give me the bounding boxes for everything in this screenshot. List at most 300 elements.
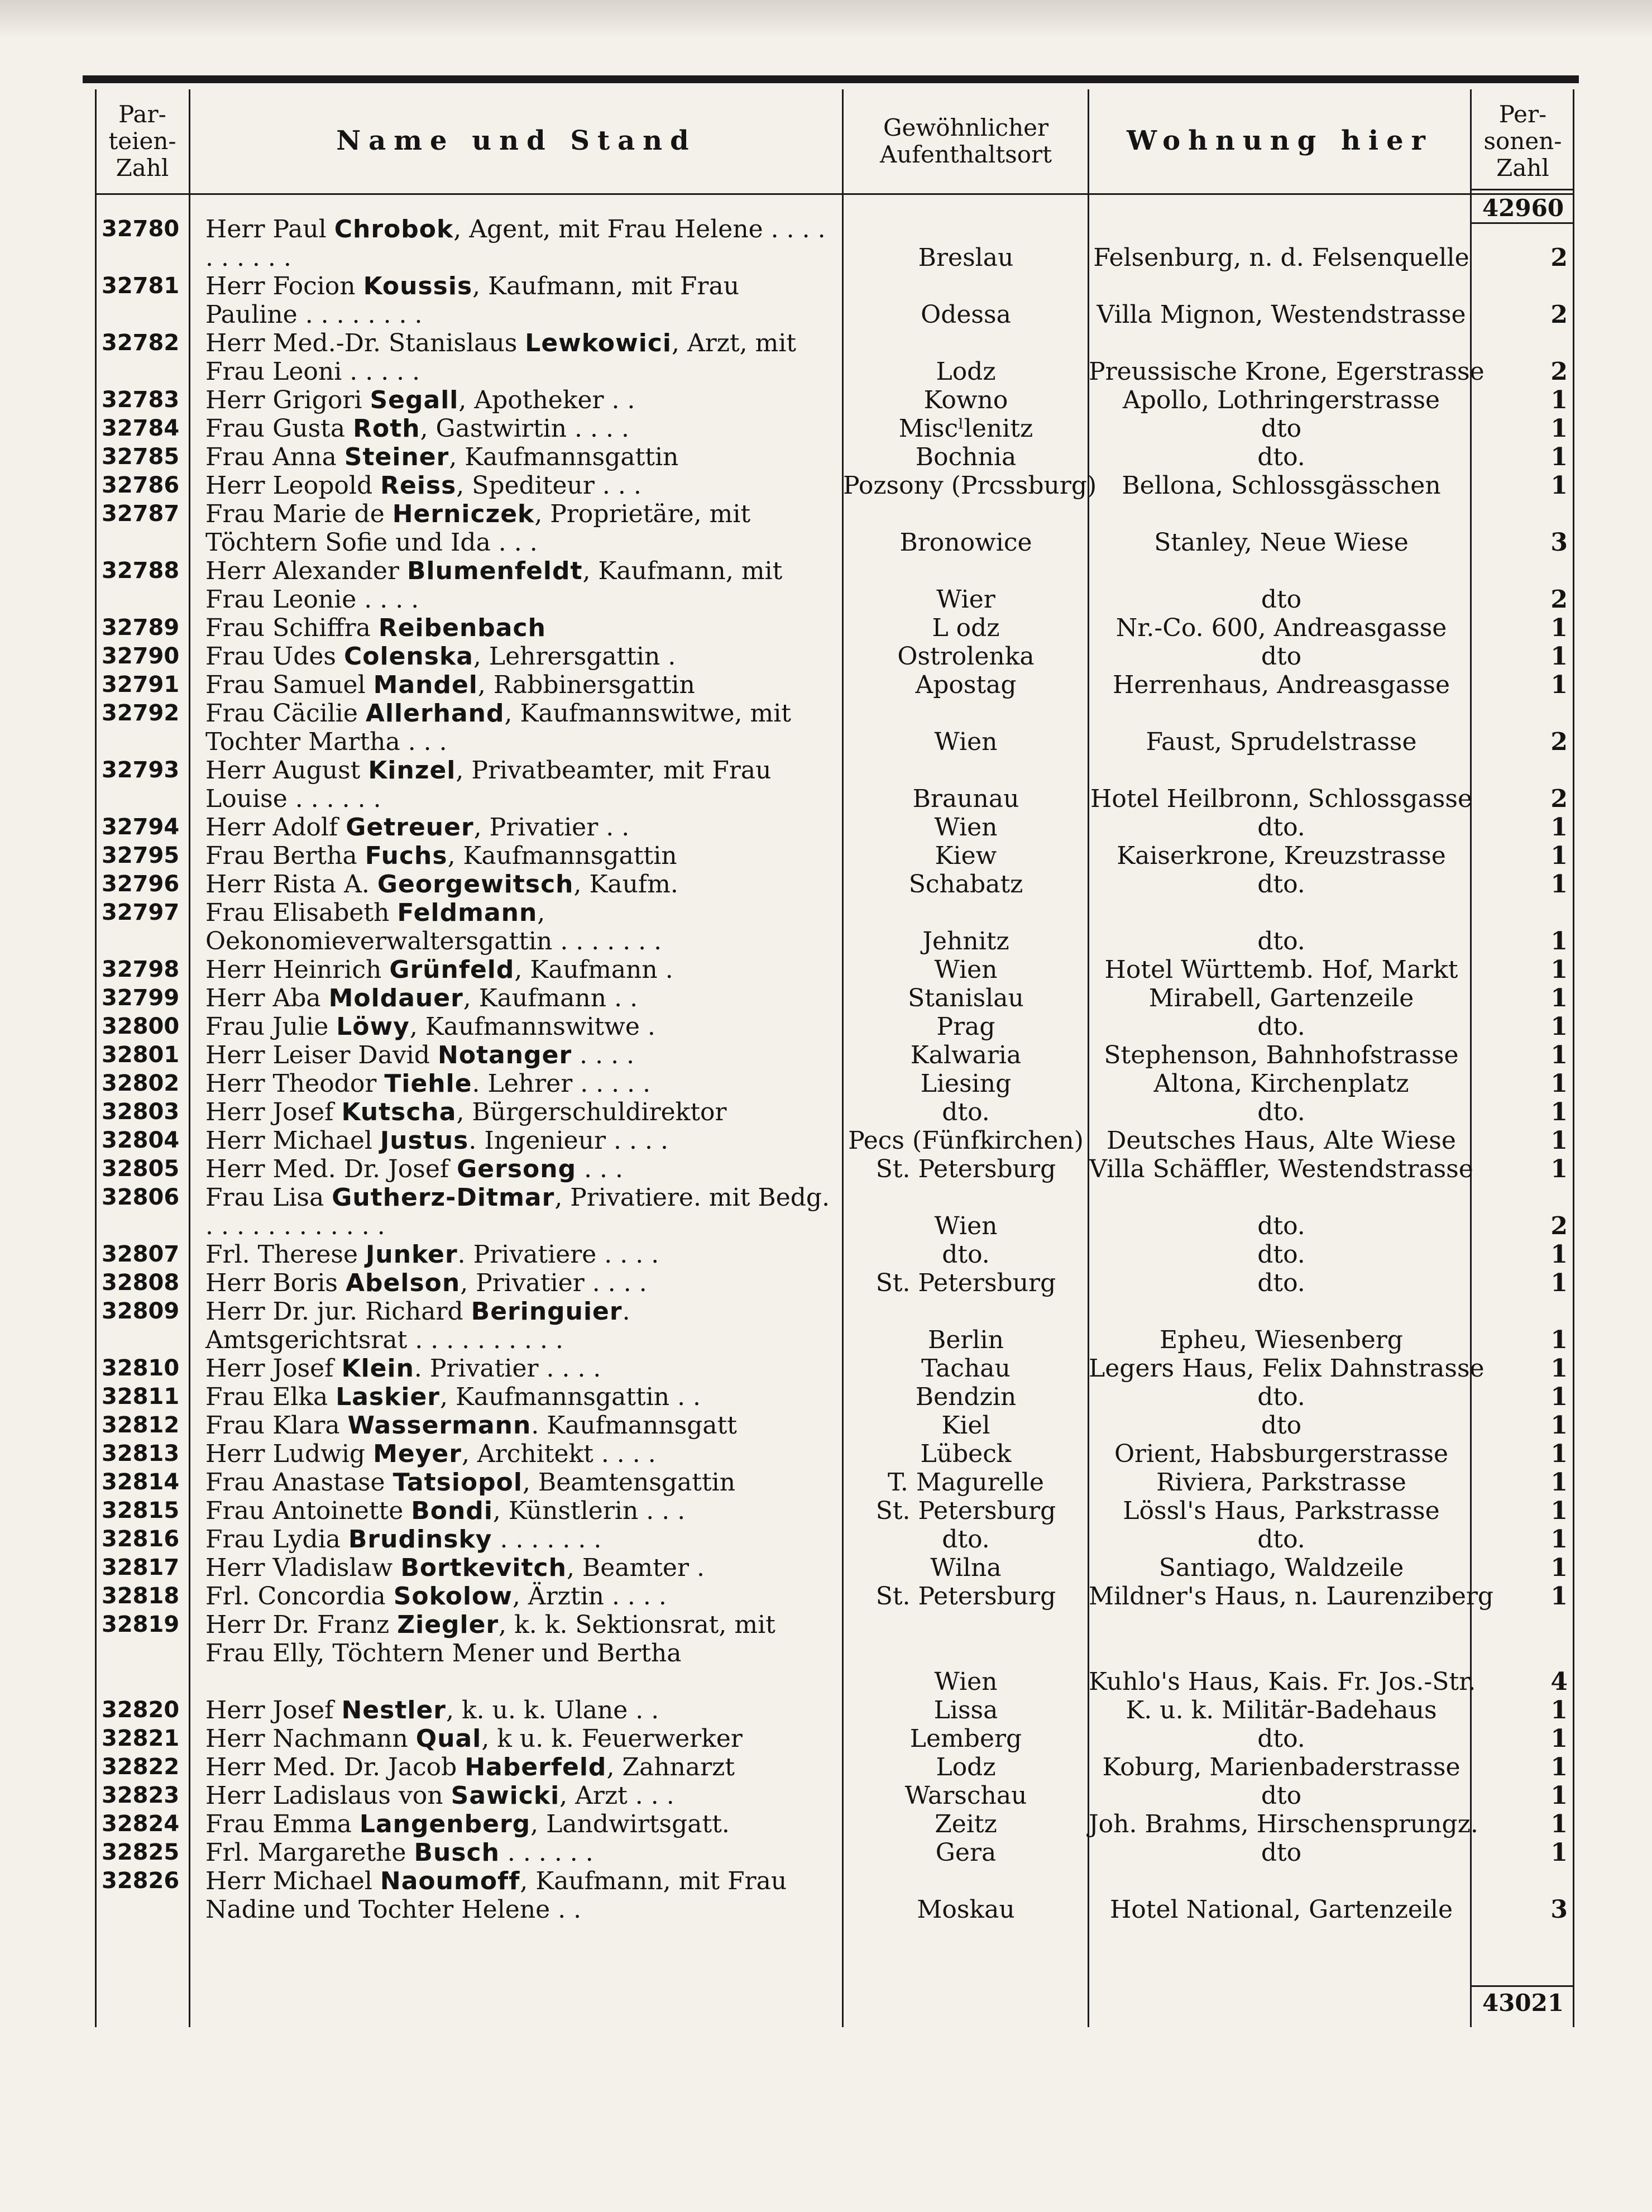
table-row bbox=[95, 1012, 1574, 1041]
surname: Reibenbach bbox=[378, 614, 546, 642]
persons-count: 1 bbox=[1550, 1753, 1568, 1781]
surname: Steiner bbox=[344, 443, 449, 471]
persons-count: 1 bbox=[1550, 414, 1568, 443]
persons-count: 2 bbox=[1550, 243, 1568, 272]
occupation: . Amtsgerichtsrat . . . . . . . . . . bbox=[205, 1297, 630, 1354]
occupation: , Kaufmann, mit Frau Nadine und Tochter Helene . . bbox=[205, 1867, 787, 1924]
table-row bbox=[95, 1240, 1574, 1269]
persons-count: 1 bbox=[1550, 1582, 1568, 1611]
table-row bbox=[95, 500, 1574, 557]
name-prefix: Frau Antoinette bbox=[205, 1497, 411, 1525]
surname: Brudinsky bbox=[348, 1525, 492, 1554]
usual-residence: Lemberg bbox=[909, 1724, 1022, 1753]
table-row bbox=[95, 1383, 1574, 1411]
name-prefix: Herr Dr. Franz bbox=[205, 1611, 398, 1639]
name-prefix: Herr Ladislaus von bbox=[205, 1781, 451, 1810]
guest-name-and-status bbox=[205, 215, 836, 272]
usual-residence: Bendzin bbox=[915, 1383, 1017, 1411]
surname: Kinzel bbox=[368, 756, 456, 785]
name-prefix: Herr Med. Dr. Jacob bbox=[205, 1753, 465, 1781]
table-row bbox=[95, 899, 1574, 955]
name-prefix: Herr Josef bbox=[205, 1696, 342, 1724]
persons-count: 1 bbox=[1550, 614, 1568, 642]
party-number: 32812 bbox=[102, 1412, 180, 1438]
occupation: , Privatiere. mit Bedg. . . . . . . . . . . . . bbox=[205, 1183, 830, 1240]
table-row bbox=[95, 1155, 1574, 1183]
guest-name-and-status bbox=[205, 1440, 836, 1468]
party-number: 32796 bbox=[102, 871, 180, 897]
usual-residence: Wien bbox=[934, 1668, 998, 1696]
party-number: 32784 bbox=[102, 415, 180, 441]
persons-count: 1 bbox=[1550, 1326, 1568, 1354]
guest-name-and-status bbox=[205, 1753, 836, 1781]
lodging-address: Santiago, Waldzeile bbox=[1158, 1554, 1404, 1582]
usual-residence: St. Petersburg bbox=[875, 1497, 1056, 1525]
guest-register-table bbox=[95, 89, 1574, 2027]
party-number: 32810 bbox=[102, 1355, 180, 1381]
party-number: 32795 bbox=[102, 843, 180, 868]
name-prefix: Frau Anna bbox=[205, 443, 344, 471]
guest-name-and-status bbox=[205, 955, 836, 984]
occupation: , Kaufmann . . bbox=[463, 984, 638, 1012]
surname: Tiehle bbox=[384, 1069, 472, 1098]
usual-residence: Bochnia bbox=[915, 443, 1017, 471]
name-prefix: Frau Elisabeth bbox=[205, 899, 398, 927]
persons-double-rule bbox=[1471, 189, 1574, 190]
party-number: 32780 bbox=[102, 216, 180, 242]
surname: Gersong bbox=[457, 1155, 577, 1183]
table-row bbox=[95, 984, 1574, 1012]
lodging-address: Mirabell, Gartenzeile bbox=[1148, 984, 1414, 1012]
guest-name-and-status bbox=[205, 1724, 836, 1753]
table-row bbox=[95, 1041, 1574, 1069]
persons-count: 1 bbox=[1550, 1354, 1568, 1383]
party-number: 32799 bbox=[102, 985, 180, 1011]
persons-count: 1 bbox=[1550, 443, 1568, 471]
name-prefix: Frl. Concordia bbox=[205, 1582, 394, 1611]
surname: Chrobok bbox=[334, 215, 454, 243]
surname: Sawicki bbox=[451, 1781, 560, 1810]
persons-count: 2 bbox=[1550, 785, 1568, 813]
occupation: , Beamtensgattin bbox=[522, 1468, 736, 1497]
usual-residence: Wien bbox=[934, 955, 998, 984]
lodging-address: dto. bbox=[1257, 1098, 1305, 1126]
usual-residence: T. Magurelle bbox=[888, 1468, 1044, 1497]
usual-residence: Wien bbox=[934, 813, 998, 842]
lodging-address: dto bbox=[1261, 1838, 1302, 1867]
name-prefix: Herr Alexander bbox=[205, 557, 407, 585]
occupation: , Apotheker . . bbox=[458, 386, 635, 414]
usual-residence: Zeitz bbox=[935, 1810, 997, 1838]
surname: Sokolow bbox=[393, 1582, 513, 1611]
guest-name-and-status bbox=[205, 1525, 836, 1554]
name-prefix: Herr Boris bbox=[205, 1269, 346, 1297]
table-row bbox=[95, 813, 1574, 842]
surname: Mandel bbox=[373, 671, 478, 699]
party-number: 32811 bbox=[102, 1384, 180, 1410]
persons-count: 1 bbox=[1550, 1012, 1568, 1041]
guest-name-and-status bbox=[205, 1069, 836, 1098]
usual-residence: Moskau bbox=[917, 1895, 1015, 1924]
surname: Roth bbox=[353, 414, 420, 443]
name-prefix: Frau Bertha bbox=[205, 842, 365, 870]
party-number: 32813 bbox=[102, 1441, 180, 1466]
header-persons-count: Per- sonen- Zahl bbox=[1483, 100, 1562, 182]
header-name-and-status: Name und Stand bbox=[336, 125, 697, 157]
lodging-address: Deutsches Haus, Alte Wiese bbox=[1107, 1126, 1456, 1155]
usual-residence: Prag bbox=[936, 1012, 995, 1041]
table-row bbox=[95, 386, 1574, 414]
occupation: , Arzt, mit Frau Leoni . . . . . bbox=[205, 329, 797, 386]
name-prefix: Frau Gusta bbox=[205, 414, 353, 443]
surname: Ziegler bbox=[397, 1611, 499, 1639]
usual-residence: Kalwaria bbox=[910, 1041, 1022, 1069]
name-prefix: Frau Julie bbox=[205, 1012, 337, 1041]
usual-residence: Stanislau bbox=[908, 984, 1024, 1012]
surname: Gutherz-Ditmar bbox=[332, 1183, 555, 1212]
header-lodging-here: Wohnung hier bbox=[1127, 125, 1433, 157]
lodging-address: Villa Mignon, Westendstrasse bbox=[1096, 300, 1466, 329]
persons-count: 1 bbox=[1550, 1838, 1568, 1867]
usual-residence: Lodz bbox=[936, 1753, 996, 1781]
surname: Qual bbox=[415, 1724, 482, 1753]
name-prefix: Herr Leiser David bbox=[205, 1041, 438, 1069]
lodging-address: dto bbox=[1261, 414, 1302, 443]
name-prefix: Frau Marie de bbox=[205, 500, 392, 528]
guest-name-and-status bbox=[205, 1354, 836, 1383]
guest-name-and-status bbox=[205, 1297, 836, 1354]
carry-over-total: 42960 bbox=[1482, 194, 1564, 222]
name-prefix: Frau Lisa bbox=[205, 1183, 332, 1212]
table-row bbox=[95, 329, 1574, 386]
occupation: , Privatier . . bbox=[473, 813, 630, 842]
guest-name-and-status bbox=[205, 471, 836, 500]
guest-name-and-status bbox=[205, 1240, 836, 1269]
table-header bbox=[95, 89, 1574, 193]
guest-name-and-status bbox=[205, 1183, 836, 1240]
party-number: 32814 bbox=[102, 1469, 180, 1495]
occupation: , Künstlerin . . . bbox=[492, 1497, 686, 1525]
occupation: . Privatiere . . . . bbox=[457, 1240, 659, 1269]
table-row bbox=[95, 1411, 1574, 1440]
occupation: , Kaufmannsgattin bbox=[449, 443, 679, 471]
lodging-address: Kuhlo's Haus, Kais. Fr. Jos.-Str. bbox=[1089, 1668, 1476, 1696]
name-prefix: Herr Josef bbox=[205, 1354, 342, 1383]
lodging-address: Altona, Kirchenplatz bbox=[1153, 1069, 1409, 1098]
surname: Haberfeld bbox=[465, 1753, 607, 1781]
usual-residence: Wilna bbox=[930, 1554, 1002, 1582]
lodging-address: Bellona, Schlossgässchen bbox=[1122, 471, 1441, 500]
party-number: 32826 bbox=[102, 1868, 180, 1894]
usual-residence: Tachau bbox=[921, 1354, 1011, 1383]
usual-residence: St. Petersburg bbox=[875, 1582, 1056, 1611]
persons-count: 1 bbox=[1550, 1411, 1568, 1440]
guest-name-and-status bbox=[205, 1012, 836, 1041]
party-number: 32816 bbox=[102, 1526, 180, 1552]
table-row bbox=[95, 955, 1574, 984]
guest-name-and-status bbox=[205, 1810, 836, 1838]
persons-count: 3 bbox=[1550, 1895, 1568, 1924]
table-row bbox=[95, 1810, 1574, 1838]
usual-residence: Wien bbox=[934, 728, 998, 756]
party-number: 32821 bbox=[102, 1726, 180, 1751]
surname: Fuchs bbox=[365, 842, 448, 870]
party-number: 32805 bbox=[102, 1156, 180, 1182]
name-prefix: Herr Nachmann bbox=[205, 1724, 416, 1753]
party-number: 32789 bbox=[102, 615, 180, 641]
name-prefix: Frau Samuel bbox=[205, 671, 374, 699]
persons-count: 1 bbox=[1550, 1155, 1568, 1183]
party-number: 32817 bbox=[102, 1555, 180, 1580]
lodging-address: Stanley, Neue Wiese bbox=[1154, 528, 1409, 557]
guest-name-and-status bbox=[205, 386, 836, 414]
lodging-address: Legers Haus, Felix Dahnstrasse bbox=[1089, 1354, 1485, 1383]
occupation: , Architekt . . . . bbox=[461, 1440, 656, 1468]
usual-residence: Breslau bbox=[918, 243, 1014, 272]
guest-name-and-status bbox=[205, 642, 836, 671]
lodging-address: dto bbox=[1261, 642, 1302, 671]
party-number: 32798 bbox=[102, 957, 180, 982]
occupation: , Gastwirtin . . . . bbox=[420, 414, 629, 443]
usual-residence: Lissa bbox=[933, 1696, 998, 1724]
persons-count: 1 bbox=[1550, 813, 1568, 842]
name-prefix: Frau Udes bbox=[205, 642, 344, 671]
lodging-address: Herrenhaus, Andreasgasse bbox=[1112, 671, 1450, 699]
table-row bbox=[95, 671, 1574, 699]
surname: Bondi bbox=[411, 1497, 493, 1525]
name-prefix: Herr Josef bbox=[205, 1098, 342, 1126]
party-number: 32825 bbox=[102, 1840, 180, 1865]
persons-count: 1 bbox=[1550, 1468, 1568, 1497]
persons-count: 1 bbox=[1550, 1126, 1568, 1155]
surname: Georgewitsch bbox=[377, 870, 574, 899]
party-number: 32819 bbox=[102, 1612, 180, 1637]
surname: Grünfeld bbox=[389, 955, 515, 984]
name-prefix: Herr Grigori bbox=[205, 386, 370, 414]
name-prefix: Herr Leopold bbox=[205, 471, 381, 500]
persons-count: 3 bbox=[1550, 528, 1568, 557]
usual-residence: Liesing bbox=[920, 1069, 1012, 1098]
surname: Kutscha bbox=[341, 1098, 457, 1126]
guest-name-and-status bbox=[205, 699, 836, 756]
table-row bbox=[95, 1468, 1574, 1497]
occupation: , Proprietäre, mit Töchtern Sofie und Ida . . . bbox=[205, 500, 751, 557]
party-number: 32822 bbox=[102, 1754, 180, 1780]
persons-count: 1 bbox=[1550, 1269, 1568, 1297]
persons-count: 2 bbox=[1550, 300, 1568, 329]
guest-name-and-status bbox=[205, 1582, 836, 1611]
guest-name-and-status bbox=[205, 557, 836, 614]
party-number: 32820 bbox=[102, 1697, 180, 1723]
name-prefix: Frau Cäcilie bbox=[205, 699, 366, 728]
table-row bbox=[95, 756, 1574, 813]
table-row bbox=[95, 870, 1574, 899]
lodging-address: Felsenburg, n. d. Felsenquelle bbox=[1093, 243, 1469, 272]
surname: Busch bbox=[414, 1838, 500, 1867]
occupation: , Zahnarzt bbox=[606, 1753, 735, 1781]
persons-count: 1 bbox=[1550, 1696, 1568, 1724]
table-row bbox=[95, 1497, 1574, 1525]
persons-count: 1 bbox=[1550, 870, 1568, 899]
party-number: 32802 bbox=[102, 1071, 180, 1096]
table-row bbox=[95, 1126, 1574, 1155]
lodging-address: dto. bbox=[1257, 1525, 1305, 1554]
lodging-address: Faust, Sprudelstrasse bbox=[1146, 728, 1417, 756]
surname: Colenska bbox=[343, 642, 473, 671]
occupation: . . . . . . . bbox=[492, 1525, 602, 1554]
lodging-address: Epheu, Wiesenberg bbox=[1160, 1326, 1403, 1354]
persons-count: 1 bbox=[1550, 927, 1568, 955]
lodging-address: K. u. k. Militär-Badehaus bbox=[1126, 1696, 1437, 1724]
guest-name-and-status bbox=[205, 984, 836, 1012]
party-number: 32793 bbox=[102, 757, 180, 783]
lodging-address: Orient, Habsburgerstrasse bbox=[1114, 1440, 1449, 1468]
lodging-address: Hotel Württemb. Hof, Markt bbox=[1104, 955, 1458, 984]
persons-count: 1 bbox=[1550, 471, 1568, 500]
party-number: 32808 bbox=[102, 1270, 180, 1296]
usual-residence: Kowno bbox=[923, 386, 1008, 414]
party-number: 32781 bbox=[102, 273, 180, 299]
occupation: . . . . bbox=[572, 1041, 635, 1069]
name-prefix: Herr Michael bbox=[205, 1867, 380, 1895]
lodging-address: dto. bbox=[1257, 1383, 1305, 1411]
party-number: 32788 bbox=[102, 558, 180, 584]
name-prefix: Herr August bbox=[205, 756, 368, 785]
guest-name-and-status bbox=[205, 1383, 836, 1411]
name-prefix: Herr Paul bbox=[205, 215, 334, 243]
table-row bbox=[95, 1069, 1574, 1098]
surname: Nestler bbox=[341, 1696, 446, 1724]
party-number: 32791 bbox=[102, 672, 180, 697]
persons-count: 1 bbox=[1550, 1724, 1568, 1753]
surname: Klein bbox=[341, 1354, 414, 1383]
usual-residence: Lübeck bbox=[920, 1440, 1012, 1468]
party-number: 32797 bbox=[102, 900, 180, 925]
guest-name-and-status bbox=[205, 443, 836, 471]
scan-edge bbox=[0, 0, 1652, 39]
name-prefix: Herr Focion bbox=[205, 272, 363, 300]
table-row bbox=[95, 1867, 1574, 1924]
party-number: 32785 bbox=[102, 444, 180, 470]
party-number: 32806 bbox=[102, 1184, 180, 1210]
party-number: 32782 bbox=[102, 330, 180, 356]
guest-name-and-status bbox=[205, 1411, 836, 1440]
occupation: , Kaufmann, mit Frau Leonie . . . . bbox=[205, 557, 783, 614]
occupation: , Kaufmann, mit Frau Pauline . . . . . . . . bbox=[205, 272, 740, 329]
persons-count: 1 bbox=[1550, 1240, 1568, 1269]
usual-residence: Kiew bbox=[935, 842, 997, 870]
persons-count: 2 bbox=[1550, 357, 1568, 386]
lodging-address: Joh. Brahms, Hirschensprungz. bbox=[1089, 1810, 1478, 1838]
occupation: , Kaufmannsgattin . . bbox=[440, 1383, 701, 1411]
usual-residence: Warschau bbox=[904, 1781, 1027, 1810]
party-number: 32823 bbox=[102, 1783, 180, 1808]
name-prefix: Herr Vladislaw bbox=[205, 1554, 401, 1582]
table-row bbox=[95, 471, 1574, 500]
usual-residence: Miscˡlenitz bbox=[898, 414, 1033, 443]
persons-count: 1 bbox=[1550, 671, 1568, 699]
surname: Getreuer bbox=[346, 813, 474, 842]
occupation: , Beamter . bbox=[566, 1554, 705, 1582]
table-row bbox=[95, 842, 1574, 870]
persons-count: 1 bbox=[1550, 842, 1568, 870]
usual-residence: Ostrolenka bbox=[897, 642, 1035, 671]
name-prefix: Frau Klara bbox=[205, 1411, 348, 1440]
lodging-address: dto bbox=[1261, 1781, 1302, 1810]
name-prefix: Herr Med.-Dr. Stanislaus bbox=[205, 329, 525, 357]
surname: Meyer bbox=[373, 1440, 462, 1468]
guest-name-and-status bbox=[205, 272, 836, 329]
surname: Wassermann bbox=[347, 1411, 531, 1440]
persons-count: 1 bbox=[1550, 1497, 1568, 1525]
lodging-address: Apollo, Lothringerstrasse bbox=[1122, 386, 1440, 414]
party-number: 32790 bbox=[102, 643, 180, 669]
guest-name-and-status bbox=[205, 671, 836, 699]
persons-count: 4 bbox=[1550, 1668, 1568, 1696]
occupation: , Oekonomieverwaltersgattin . . . . . . . bbox=[205, 899, 662, 955]
usual-residence: Apostag bbox=[915, 671, 1017, 699]
guest-name-and-status bbox=[205, 1696, 836, 1724]
surname: Moldauer bbox=[328, 984, 463, 1012]
name-prefix: Herr Heinrich bbox=[205, 955, 390, 984]
lodging-address: Kaiserkrone, Kreuzstrasse bbox=[1117, 842, 1446, 870]
occupation: , Agent, mit Frau Helene . . . . . . . . . . bbox=[205, 215, 826, 272]
lodging-address: dto. bbox=[1257, 927, 1305, 955]
lodging-address: Koburg, Marienbaderstrasse bbox=[1102, 1753, 1461, 1781]
header-party-number: Par- teien- Zahl bbox=[108, 100, 176, 182]
table-row bbox=[95, 1183, 1574, 1240]
guest-name-and-status bbox=[205, 1838, 836, 1867]
surname: Allerhand bbox=[365, 699, 505, 728]
lodging-address: dto. bbox=[1257, 443, 1305, 471]
table-row bbox=[95, 699, 1574, 756]
usual-residence: dto. bbox=[942, 1098, 990, 1126]
lodging-address: Stephenson, Bahnhofstrasse bbox=[1104, 1041, 1459, 1069]
persons-count: 1 bbox=[1550, 1781, 1568, 1810]
guest-name-and-status bbox=[205, 500, 836, 557]
occupation: , Privatier . . . . bbox=[460, 1269, 647, 1297]
table-row bbox=[95, 443, 1574, 471]
guest-name-and-status bbox=[205, 1269, 836, 1297]
occupation: . Lehrer . . . . . bbox=[472, 1069, 651, 1098]
occupation: . Ingenieur . . . . bbox=[468, 1126, 668, 1155]
table-row bbox=[95, 1781, 1574, 1810]
guest-name-and-status bbox=[205, 1867, 836, 1924]
occupation: , Kaufmannsgattin bbox=[447, 842, 677, 870]
usual-residence: Pecs (Fünfkirchen) bbox=[848, 1126, 1084, 1155]
table-row bbox=[95, 1098, 1574, 1126]
table-row bbox=[95, 642, 1574, 671]
lodging-address: Hotel Heilbronn, Schlossgasse bbox=[1090, 785, 1472, 813]
occupation: , Kaufmannswitwe, mit Tochter Martha . . . bbox=[205, 699, 791, 756]
table-row bbox=[95, 1440, 1574, 1468]
lodging-address: Riviera, Parkstrasse bbox=[1156, 1468, 1406, 1497]
guest-name-and-status bbox=[205, 842, 836, 870]
lodging-address: dto. bbox=[1257, 870, 1305, 899]
persons-count: 1 bbox=[1550, 1440, 1568, 1468]
usual-residence: Pozsony (Prcssburg) bbox=[843, 471, 1097, 500]
name-prefix: Herr Adolf bbox=[205, 813, 346, 842]
party-number: 32794 bbox=[102, 814, 180, 840]
usual-residence: Jehnitz bbox=[922, 927, 1009, 955]
guest-name-and-status bbox=[205, 1041, 836, 1069]
header-usual-residence: Gewöhnlicher Aufenthaltsort bbox=[880, 113, 1052, 168]
occupation: , Ärztin . . . . bbox=[512, 1582, 667, 1611]
table-row bbox=[95, 1611, 1574, 1696]
name-prefix: Herr Theodor bbox=[205, 1069, 385, 1098]
occupation: , Rabbinersgattin bbox=[477, 671, 695, 699]
persons-count: 1 bbox=[1550, 984, 1568, 1012]
